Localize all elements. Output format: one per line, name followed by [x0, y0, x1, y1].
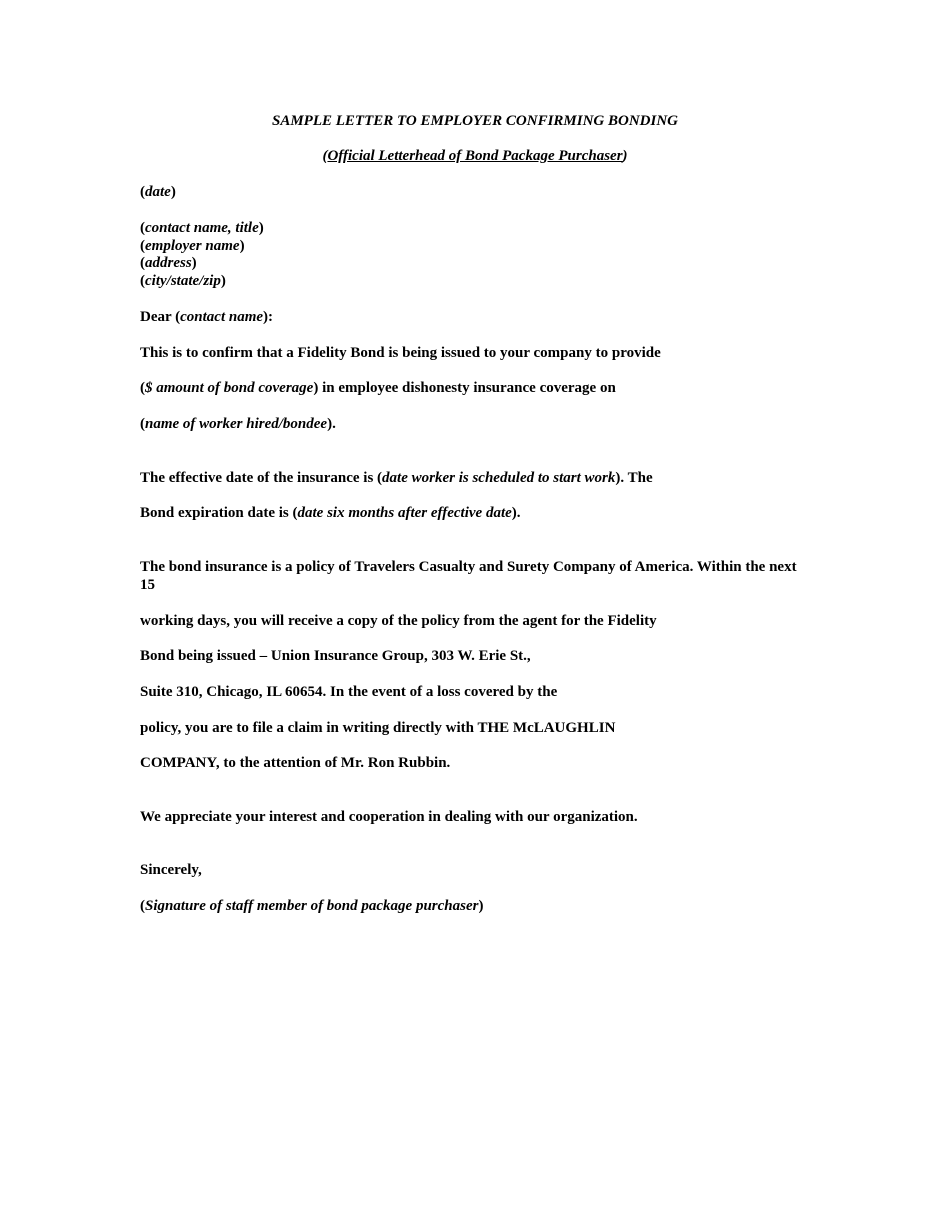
address-text: city/state/zip [145, 273, 221, 289]
letterhead-line [0, 147, 950, 165]
paragraph1-line1: This is to confirm that a Fidelity Bond is being issued to your company to provide [140, 345, 661, 361]
p2-after: ). [511, 505, 521, 521]
p1-rest: ) in employee dishonesty insurance coverage on [313, 380, 616, 396]
address-open: ( [140, 273, 145, 289]
address-employer [140, 237, 245, 255]
address-text: contact name, title [145, 220, 259, 236]
paragraph1-line3 [140, 415, 336, 433]
address-contact [140, 219, 264, 237]
closing-paragraph: We appreciate your interest and cooperation in dealing with our organization. [140, 809, 638, 825]
paragraph3-line6: COMPANY, to the attention of Mr. Ron Rubbin. [140, 755, 451, 771]
address-close: ) [191, 255, 197, 271]
letterhead-open: ( [322, 148, 328, 164]
p2-before: The effective date of the insurance is ( [140, 470, 383, 486]
paragraph3-line5: policy, you are to file a claim in writing directly with THE McLAUGHLIN [140, 720, 616, 736]
paragraph1-line2 [140, 379, 616, 397]
address-open: ( [140, 238, 145, 254]
sign-off: Sincerely, [140, 862, 202, 878]
salutation-name: contact name [180, 309, 264, 325]
letter-title: SAMPLE LETTER TO EMPLOYER CONFIRMING BONDING [271, 113, 679, 129]
signature-text: Signature of staff member of bond package purchaser [145, 898, 479, 914]
bond-amount-placeholder: $ amount of bond coverage [145, 380, 314, 396]
letterhead-text: Official Letterhead of Bond Package Purchaser [327, 148, 623, 164]
address-open: ( [140, 255, 145, 271]
date-close: ) [170, 184, 176, 200]
paragraph3-line4: Suite 310, Chicago, IL 60654. In the event of a loss covered by the [140, 684, 558, 700]
p2-after: ). The [615, 470, 653, 486]
address-close: ) [258, 220, 264, 236]
p1-rest: ). [327, 416, 336, 432]
worker-name-placeholder: name of worker hired/bondee [145, 416, 328, 432]
expiration-date-placeholder: date six months after effective date [297, 505, 512, 521]
signature-open: ( [140, 898, 145, 914]
date-open: ( [140, 184, 145, 200]
salutation [140, 308, 273, 326]
address-open: ( [140, 220, 145, 236]
date-text: date [145, 184, 171, 200]
p2-before: Bond expiration date is ( [140, 505, 298, 521]
paragraph2-line1 [140, 469, 653, 487]
paragraph3-line3: Bond being issued – Union Insurance Group, 303 W. Erie St., [140, 648, 531, 664]
paragraph3-line2: working days, you will receive a copy of the policy from the agent for the Fidelity [140, 613, 657, 629]
start-date-placeholder: date worker is scheduled to start work [382, 470, 616, 486]
address-street [140, 254, 197, 272]
address-close: ) [220, 273, 226, 289]
paragraph2-line2 [140, 504, 521, 522]
address-text: employer name [145, 238, 240, 254]
address-city [140, 272, 226, 290]
salutation-after: ): [263, 309, 274, 325]
signature-placeholder [140, 897, 483, 915]
p1-open: ( [140, 380, 145, 396]
salutation-before: Dear ( [140, 309, 181, 325]
p1-open: ( [140, 416, 145, 432]
signature-close: ) [478, 898, 484, 914]
address-text: address [145, 255, 192, 271]
paragraph3-line1: The bond insurance is a policy of Travelers Casualty and Surety Company of America. Within the next 15 [140, 559, 797, 593]
address-close: ) [239, 238, 245, 254]
letterhead-close: ) [622, 148, 628, 164]
date-placeholder [140, 183, 176, 201]
